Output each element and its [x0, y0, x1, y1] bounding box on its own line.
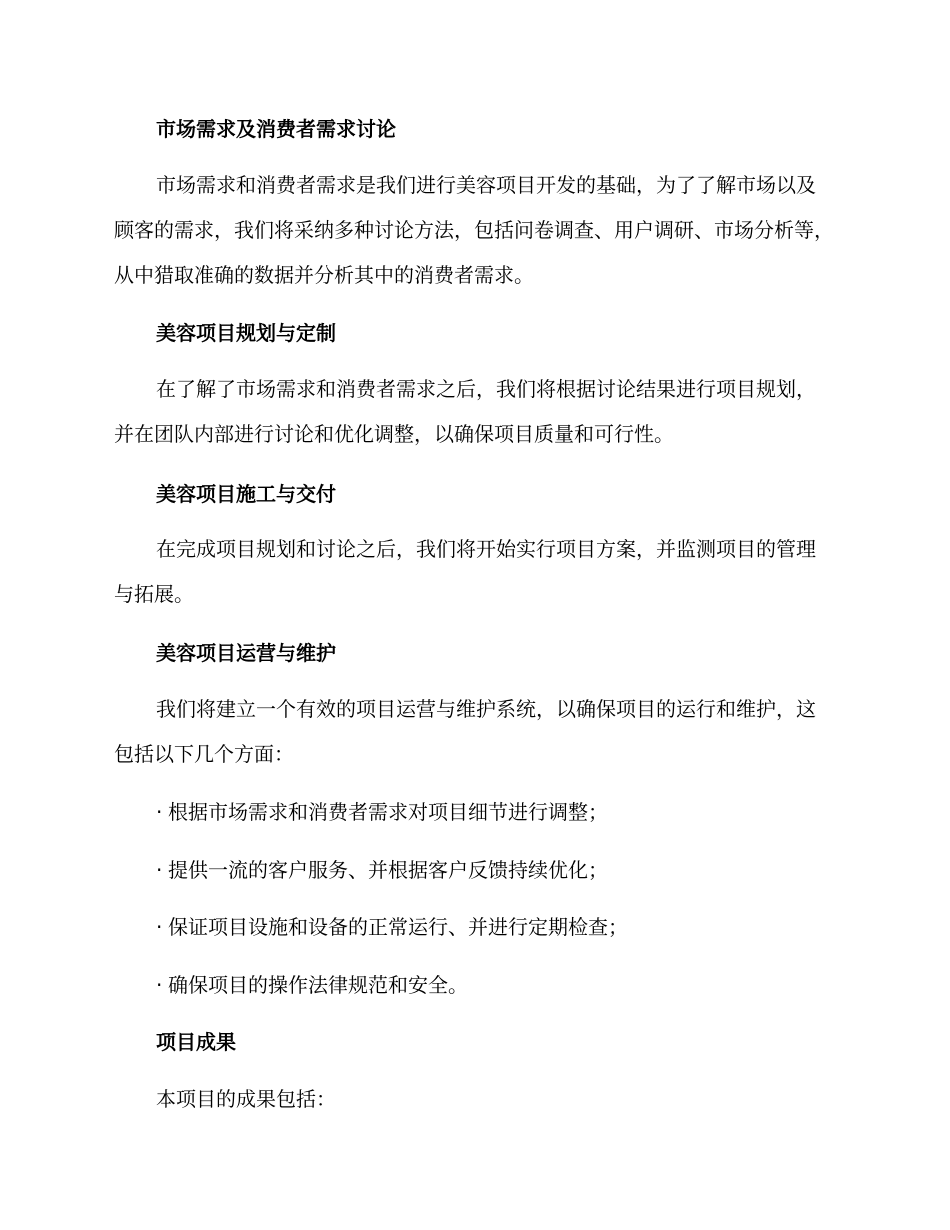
bullet-item: [156, 857, 608, 883]
section-heading-market-demand: 市场需求及消费者需求讨论: [156, 117, 396, 141]
bullet-text: 确保项目的操作法律规范和安全。: [168, 973, 468, 997]
section-paragraph-operation-maintenance: 我们将建立一个有效的项目运营与维护系统，以确保项目的运行和维护，这包括以下几个方面：: [114, 697, 816, 766]
section-heading-construction-delivery: 美容项目施工与交付: [156, 482, 336, 506]
section-paragraph-market-demand: 市场需求和消费者需求是我们进行美容项目开发的基础，为了了解市场以及顾客的需求，我们将采纳多种讨论方法，包括问卷调查、用户调研、市场分析等，从中猎取准确的数据并分析其中的消费者需求。: [114, 173, 834, 287]
section-heading-project-planning: 美容项目规划与定制: [156, 321, 336, 345]
bullet-dot: ·: [156, 800, 163, 824]
bullet-dot: ·: [156, 915, 163, 939]
section-paragraph-project-planning: 在了解了市场需求和消费者需求之后，我们将根据讨论结果进行项目规划，并在团队内部进行讨论和优化调整，以确保项目质量和可行性。: [114, 377, 816, 446]
bullet-item: [156, 799, 608, 825]
section-heading-results: 项目成果: [156, 1030, 236, 1054]
section-paragraph-results: 本项目的成果包括：: [156, 1087, 336, 1111]
bullet-text: 提供一流的客户服务、并根据客户反馈持续优化；: [168, 858, 608, 882]
bullet-item: [156, 972, 468, 998]
bullet-text: 保证项目设施和设备的正常运行、并进行定期检查；: [168, 915, 628, 939]
section-heading-operation-maintenance: 美容项目运营与维护: [156, 641, 336, 665]
bullet-dot: ·: [156, 973, 163, 997]
bullet-item: [156, 914, 628, 940]
bullet-text: 根据市场需求和消费者需求对项目细节进行调整；: [168, 800, 608, 824]
section-paragraph-construction-delivery: 在完成项目规划和讨论之后，我们将开始实行项目方案，并监测项目的管理与拓展。: [114, 537, 816, 606]
bullet-dot: ·: [156, 858, 163, 882]
